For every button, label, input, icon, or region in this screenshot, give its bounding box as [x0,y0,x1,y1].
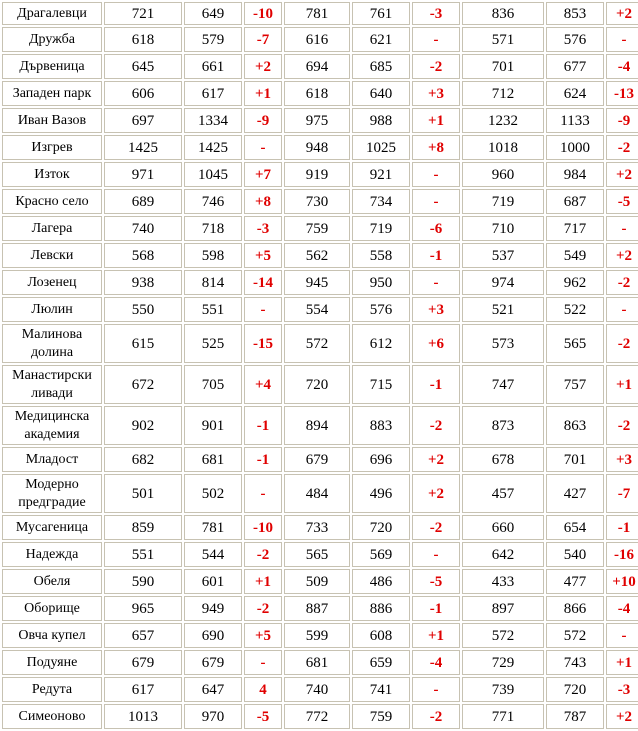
table-row [2,515,638,540]
price-6-cell: 654 [546,515,604,540]
price-3-cell: 618 [284,81,350,106]
change-2-cell: +2 [412,474,460,513]
price-5-cell: 873 [462,406,544,445]
price-1-cell: 689 [104,189,182,214]
price-3-cell: 694 [284,54,350,79]
change-3-cell: -7 [606,474,638,513]
price-4-cell: 719 [352,216,410,241]
price-1-cell: 721 [104,2,182,25]
price-1-cell: 682 [104,447,182,472]
price-1-cell: 938 [104,270,182,295]
change-1-cell: +5 [244,623,282,648]
price-1-cell: 1425 [104,135,182,160]
price-2-cell: 544 [184,542,242,567]
price-5-cell: 642 [462,542,544,567]
change-3-cell: +2 [606,704,638,729]
change-1-cell: - [244,474,282,513]
price-1-cell: 606 [104,81,182,106]
price-3-cell: 740 [284,677,350,702]
district-name-cell: Модерно предградие [2,474,102,513]
table-row [2,324,638,363]
price-5-cell: 660 [462,515,544,540]
table-row [2,406,638,445]
price-6-cell: 565 [546,324,604,363]
district-name-cell: Подуяне [2,650,102,675]
price-5-cell: 836 [462,2,544,25]
change-2-cell: - [412,542,460,567]
price-2-cell: 649 [184,2,242,25]
price-4-cell: 886 [352,596,410,621]
price-6-cell: 572 [546,623,604,648]
district-name-cell: Изток [2,162,102,187]
change-2-cell: - [412,189,460,214]
change-2-cell: -5 [412,569,460,594]
change-1-cell: +5 [244,243,282,268]
price-6-cell: 576 [546,27,604,52]
price-3-cell: 894 [284,406,350,445]
price-2-cell: 551 [184,297,242,322]
price-5-cell: 1018 [462,135,544,160]
change-3-cell: +2 [606,162,638,187]
price-2-cell: 679 [184,650,242,675]
price-4-cell: 608 [352,623,410,648]
price-2-cell: 814 [184,270,242,295]
change-2-cell: -2 [412,704,460,729]
district-name-cell: Дървеница [2,54,102,79]
price-5-cell: 710 [462,216,544,241]
price-5-cell: 573 [462,324,544,363]
price-2-cell: 647 [184,677,242,702]
district-name-cell: Надежда [2,542,102,567]
change-1-cell: -5 [244,704,282,729]
price-2-cell: 579 [184,27,242,52]
change-2-cell: -3 [412,2,460,25]
change-3-cell: +1 [606,365,638,404]
price-5-cell: 719 [462,189,544,214]
table-row [2,243,638,268]
change-1-cell: -2 [244,596,282,621]
change-1-cell: -7 [244,27,282,52]
change-3-cell: +10 [606,569,638,594]
price-3-cell: 975 [284,108,350,133]
price-4-cell: 734 [352,189,410,214]
change-1-cell: -1 [244,447,282,472]
price-1-cell: 902 [104,406,182,445]
change-3-cell: +2 [606,243,638,268]
change-1-cell: +2 [244,54,282,79]
price-3-cell: 565 [284,542,350,567]
table-row [2,569,638,594]
price-5-cell: 571 [462,27,544,52]
price-3-cell: 679 [284,447,350,472]
price-1-cell: 618 [104,27,182,52]
change-1-cell: - [244,297,282,322]
district-name-cell: Оборище [2,596,102,621]
price-4-cell: 496 [352,474,410,513]
change-2-cell: +1 [412,623,460,648]
district-name-cell: Лагера [2,216,102,241]
district-name-cell: Младост [2,447,102,472]
price-2-cell: 949 [184,596,242,621]
change-1-cell: -15 [244,324,282,363]
price-3-cell: 616 [284,27,350,52]
change-3-cell: - [606,623,638,648]
change-1-cell: -14 [244,270,282,295]
district-name-cell: Западен парк [2,81,102,106]
price-2-cell: 598 [184,243,242,268]
price-3-cell: 887 [284,596,350,621]
price-3-cell: 759 [284,216,350,241]
price-4-cell: 621 [352,27,410,52]
price-3-cell: 599 [284,623,350,648]
change-3-cell: -9 [606,108,638,133]
table-row [2,704,638,729]
price-5-cell: 747 [462,365,544,404]
change-3-cell: -2 [606,324,638,363]
change-3-cell: -4 [606,54,638,79]
price-3-cell: 919 [284,162,350,187]
table-row [2,54,638,79]
table-row [2,81,638,106]
change-2-cell: +2 [412,447,460,472]
price-5-cell: 457 [462,474,544,513]
change-3-cell: - [606,297,638,322]
price-5-cell: 701 [462,54,544,79]
district-name-cell: Редута [2,677,102,702]
district-name-cell: Симеоново [2,704,102,729]
table-row [2,677,638,702]
price-4-cell: 715 [352,365,410,404]
price-4-cell: 558 [352,243,410,268]
price-4-cell: 761 [352,2,410,25]
change-3-cell: -3 [606,677,638,702]
price-3-cell: 733 [284,515,350,540]
price-6-cell: 427 [546,474,604,513]
price-5-cell: 897 [462,596,544,621]
price-4-cell: 576 [352,297,410,322]
price-5-cell: 433 [462,569,544,594]
change-1-cell: 4 [244,677,282,702]
change-2-cell: - [412,270,460,295]
price-6-cell: 522 [546,297,604,322]
change-3-cell: -2 [606,406,638,445]
price-2-cell: 781 [184,515,242,540]
change-1-cell: -9 [244,108,282,133]
change-1-cell: -2 [244,542,282,567]
change-1-cell: +1 [244,81,282,106]
district-name-cell: Обеля [2,569,102,594]
change-2-cell: +6 [412,324,460,363]
change-1-cell: -10 [244,2,282,25]
change-1-cell: +1 [244,569,282,594]
price-4-cell: 659 [352,650,410,675]
price-2-cell: 690 [184,623,242,648]
price-2-cell: 1334 [184,108,242,133]
change-2-cell: -1 [412,243,460,268]
district-name-cell: Медицинска академия [2,406,102,445]
district-name-cell: Мусагеница [2,515,102,540]
district-name-cell: Лозенец [2,270,102,295]
price-3-cell: 720 [284,365,350,404]
change-1-cell: -1 [244,406,282,445]
change-1-cell: +7 [244,162,282,187]
price-6-cell: 984 [546,162,604,187]
price-2-cell: 601 [184,569,242,594]
district-name-cell: Изгрев [2,135,102,160]
price-1-cell: 550 [104,297,182,322]
district-name-cell: Драгалевци [2,2,102,25]
district-name-cell: Манастирски ливади [2,365,102,404]
table-row [2,189,638,214]
price-4-cell: 696 [352,447,410,472]
price-5-cell: 960 [462,162,544,187]
price-5-cell: 771 [462,704,544,729]
price-2-cell: 901 [184,406,242,445]
price-2-cell: 661 [184,54,242,79]
table-row [2,108,638,133]
table-row [2,2,638,25]
price-6-cell: 717 [546,216,604,241]
change-2-cell: - [412,677,460,702]
change-3-cell: -2 [606,270,638,295]
change-3-cell: -1 [606,515,638,540]
table-row [2,135,638,160]
price-2-cell: 970 [184,704,242,729]
price-3-cell: 572 [284,324,350,363]
price-5-cell: 521 [462,297,544,322]
change-3-cell: - [606,27,638,52]
change-3-cell: -4 [606,596,638,621]
price-5-cell: 974 [462,270,544,295]
price-3-cell: 948 [284,135,350,160]
price-2-cell: 718 [184,216,242,241]
price-2-cell: 1425 [184,135,242,160]
price-5-cell: 729 [462,650,544,675]
price-2-cell: 617 [184,81,242,106]
price-5-cell: 572 [462,623,544,648]
price-1-cell: 965 [104,596,182,621]
price-1-cell: 590 [104,569,182,594]
change-1-cell: - [244,135,282,160]
price-5-cell: 537 [462,243,544,268]
change-2-cell: -1 [412,365,460,404]
price-1-cell: 568 [104,243,182,268]
price-5-cell: 739 [462,677,544,702]
price-1-cell: 657 [104,623,182,648]
table-row [2,297,638,322]
price-6-cell: 540 [546,542,604,567]
district-name-cell: Красно село [2,189,102,214]
table-row [2,623,638,648]
district-name-cell: Малинова долина [2,324,102,363]
price-1-cell: 971 [104,162,182,187]
price-6-cell: 853 [546,2,604,25]
change-2-cell: +8 [412,135,460,160]
price-1-cell: 501 [104,474,182,513]
district-name-cell: Люлин [2,297,102,322]
change-1-cell: +8 [244,189,282,214]
change-2-cell: +3 [412,81,460,106]
table-row [2,596,638,621]
price-6-cell: 701 [546,447,604,472]
table-row [2,447,638,472]
price-4-cell: 640 [352,81,410,106]
change-2-cell: - [412,162,460,187]
table-row [2,650,638,675]
price-4-cell: 720 [352,515,410,540]
change-1-cell: - [244,650,282,675]
price-6-cell: 787 [546,704,604,729]
price-3-cell: 772 [284,704,350,729]
district-name-cell: Овча купел [2,623,102,648]
change-3-cell: - [606,216,638,241]
district-name-cell: Дружба [2,27,102,52]
price-4-cell: 486 [352,569,410,594]
price-2-cell: 502 [184,474,242,513]
price-1-cell: 740 [104,216,182,241]
price-2-cell: 746 [184,189,242,214]
change-1-cell: +4 [244,365,282,404]
price-4-cell: 950 [352,270,410,295]
price-2-cell: 1045 [184,162,242,187]
change-2-cell: -2 [412,54,460,79]
table-row [2,27,638,52]
price-5-cell: 1232 [462,108,544,133]
price-4-cell: 921 [352,162,410,187]
table-row [2,162,638,187]
price-1-cell: 1013 [104,704,182,729]
price-6-cell: 687 [546,189,604,214]
price-4-cell: 883 [352,406,410,445]
price-1-cell: 697 [104,108,182,133]
price-2-cell: 525 [184,324,242,363]
price-6-cell: 863 [546,406,604,445]
change-2-cell: -6 [412,216,460,241]
table-row [2,270,638,295]
price-1-cell: 617 [104,677,182,702]
change-3-cell: -13 [606,81,638,106]
change-3-cell: +1 [606,650,638,675]
table-row [2,474,638,513]
change-3-cell: -2 [606,135,638,160]
price-3-cell: 484 [284,474,350,513]
price-2-cell: 705 [184,365,242,404]
price-6-cell: 477 [546,569,604,594]
district-name-cell: Иван Вазов [2,108,102,133]
price-6-cell: 866 [546,596,604,621]
change-2-cell: -1 [412,596,460,621]
price-6-cell: 962 [546,270,604,295]
price-6-cell: 677 [546,54,604,79]
price-6-cell: 720 [546,677,604,702]
change-1-cell: -3 [244,216,282,241]
price-6-cell: 743 [546,650,604,675]
price-5-cell: 712 [462,81,544,106]
price-5-cell: 678 [462,447,544,472]
price-4-cell: 759 [352,704,410,729]
price-6-cell: 1000 [546,135,604,160]
price-6-cell: 624 [546,81,604,106]
price-4-cell: 612 [352,324,410,363]
price-3-cell: 781 [284,2,350,25]
price-1-cell: 672 [104,365,182,404]
price-6-cell: 549 [546,243,604,268]
district-name-cell: Левски [2,243,102,268]
change-2-cell: +3 [412,297,460,322]
price-3-cell: 562 [284,243,350,268]
price-1-cell: 645 [104,54,182,79]
price-1-cell: 679 [104,650,182,675]
change-3-cell: +3 [606,447,638,472]
price-4-cell: 1025 [352,135,410,160]
price-4-cell: 988 [352,108,410,133]
change-3-cell: -5 [606,189,638,214]
table-row [2,216,638,241]
price-4-cell: 741 [352,677,410,702]
price-3-cell: 945 [284,270,350,295]
change-2-cell: -4 [412,650,460,675]
change-2-cell: +1 [412,108,460,133]
price-1-cell: 551 [104,542,182,567]
price-3-cell: 554 [284,297,350,322]
change-3-cell: +2 [606,2,638,25]
price-3-cell: 681 [284,650,350,675]
price-4-cell: 569 [352,542,410,567]
price-1-cell: 859 [104,515,182,540]
table-row [2,365,638,404]
price-6-cell: 757 [546,365,604,404]
price-2-cell: 681 [184,447,242,472]
change-2-cell: -2 [412,515,460,540]
table-row [2,542,638,567]
change-3-cell: -16 [606,542,638,567]
price-1-cell: 615 [104,324,182,363]
table-body [2,2,638,729]
price-4-cell: 685 [352,54,410,79]
price-3-cell: 509 [284,569,350,594]
change-1-cell: -10 [244,515,282,540]
change-2-cell: - [412,27,460,52]
price-6-cell: 1133 [546,108,604,133]
change-2-cell: -2 [412,406,460,445]
price-3-cell: 730 [284,189,350,214]
